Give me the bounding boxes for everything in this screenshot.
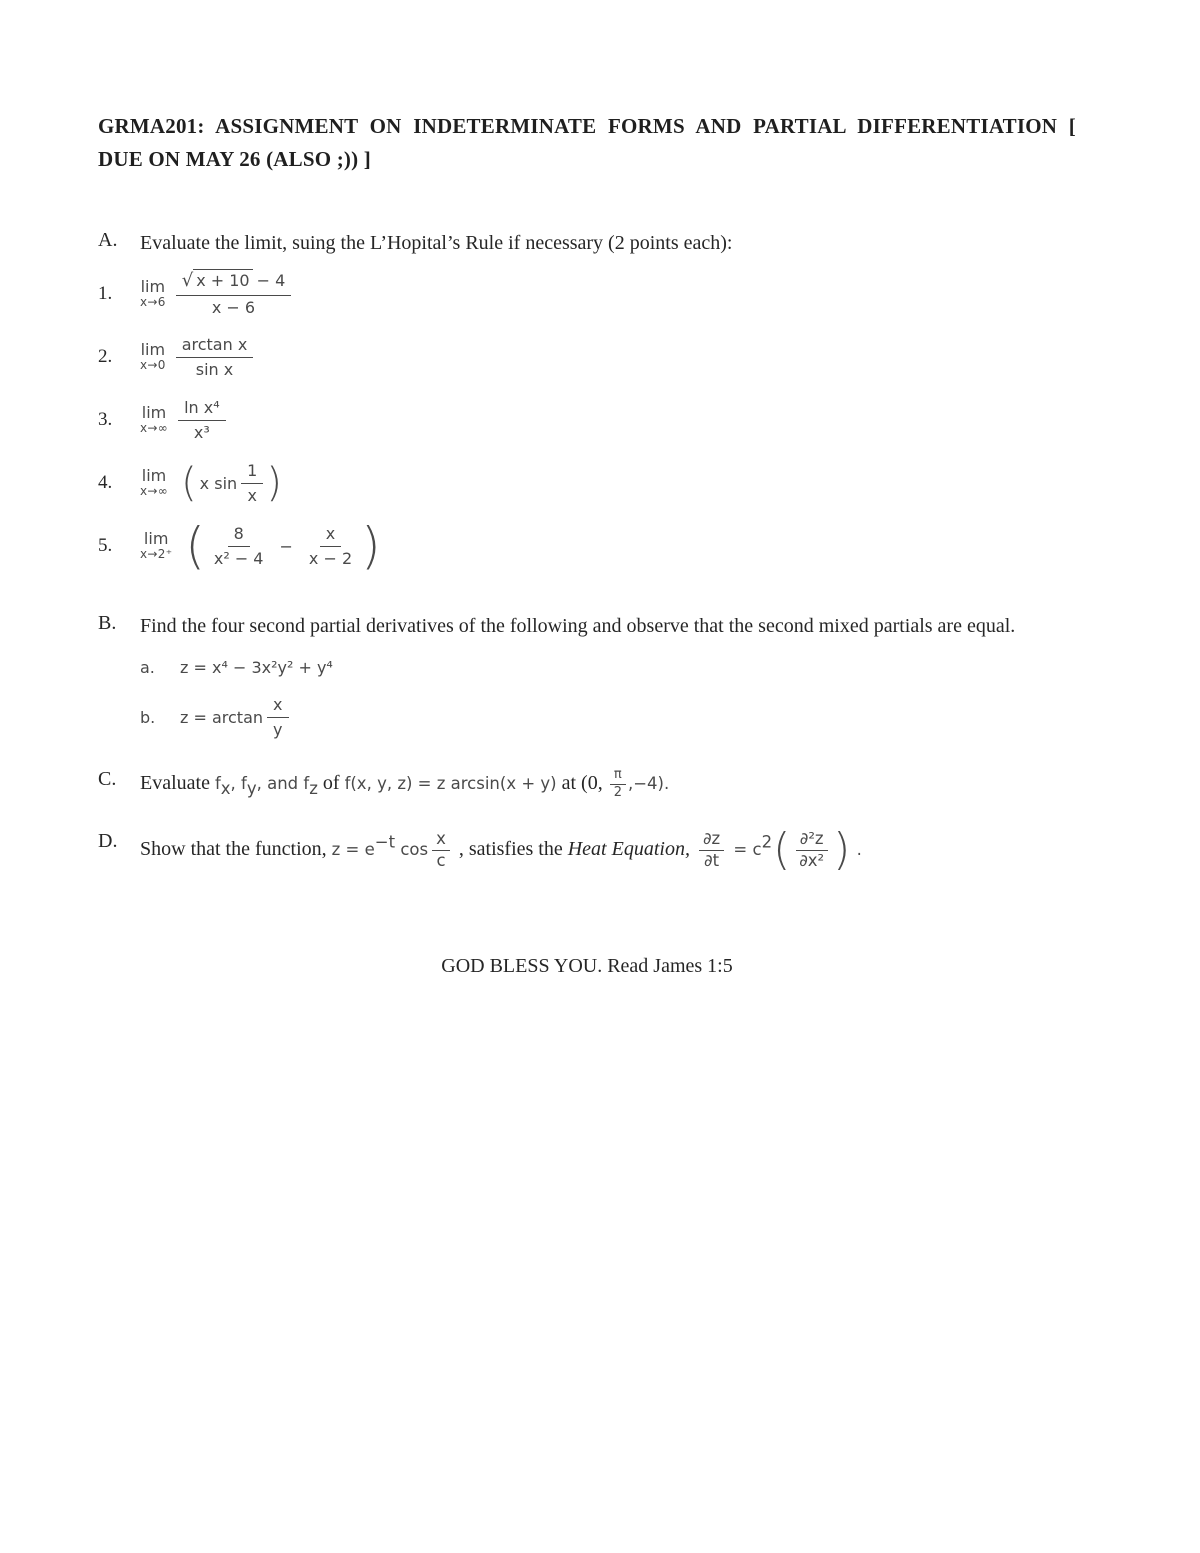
open-paren: ( <box>185 517 205 576</box>
lim-word: lim <box>141 466 167 485</box>
limit-operator <box>140 404 168 436</box>
limit-operator <box>140 467 168 499</box>
numerator-rest: − 4 <box>256 271 286 291</box>
fraction-numerator: arctan x <box>176 335 254 358</box>
lim-word: lim <box>140 340 166 359</box>
item-a-formula: z = x⁴ − 3x²y² + y⁴ <box>180 658 333 678</box>
problem-3-formula <box>140 398 226 443</box>
problem-4-formula <box>140 461 285 506</box>
at-point-open: at (0, <box>556 772 608 795</box>
x-over-c-fraction <box>432 830 450 871</box>
of-word: of <box>317 772 345 795</box>
show-function-words: Show that the function, <box>140 837 332 860</box>
arctan-term: z = arctan <box>180 708 264 728</box>
fraction-denominator: c <box>436 850 446 870</box>
d2z-dx2-fraction <box>795 830 828 871</box>
fraction-numerator: 1 <box>241 461 263 484</box>
radicand: x + 10 <box>193 269 252 290</box>
f-x-subscript: x <box>220 779 231 799</box>
section-a-label: A. <box>98 229 118 252</box>
fraction-numerator: x <box>267 695 288 718</box>
problem-3-number: 3. <box>98 409 113 431</box>
limit-problem-1 <box>98 268 1076 320</box>
function-definition: f(x, y, z) = z arcsin(x + y) <box>344 774 557 794</box>
item-a-label: a. <box>140 658 155 678</box>
section-c-label: C. <box>98 768 117 791</box>
equals-sign: = <box>728 839 753 859</box>
section-b <box>98 612 1076 640</box>
fraction-numerator: 8 <box>228 524 250 547</box>
and-word: , and <box>256 774 304 794</box>
c-squared-exponent: 2 <box>761 832 773 852</box>
fraction-denominator: x − 6 <box>211 297 256 317</box>
fraction <box>241 461 263 506</box>
f-y: f <box>241 774 247 794</box>
fraction-denominator: 2 <box>613 785 622 801</box>
fraction <box>176 270 292 318</box>
limit-operator <box>140 341 166 373</box>
pi-over-2-fraction <box>610 768 626 801</box>
section-d-text <box>140 824 1076 876</box>
lim-subscript: x→0 <box>140 358 166 373</box>
fraction-right <box>303 524 358 569</box>
fraction-denominator: x² − 4 <box>213 548 264 568</box>
fraction-denominator: ∂x² <box>799 850 825 870</box>
sqrt-icon: √ <box>181 270 194 292</box>
assignment-title: GRMA201: ASSIGNMENT ON INDETERMINATE FORMS AND PARTIAL DIFFERENTIATION [ DUE ON MAY 26 (ALSO ;)) ] <box>98 114 1076 171</box>
c-coefficient: c <box>752 839 762 859</box>
dz-dt-fraction <box>699 830 724 871</box>
evaluate-word: Evaluate <box>140 772 215 795</box>
fraction-numerator <box>176 270 292 296</box>
z-equals-e: z = e <box>331 839 375 859</box>
section-b-item-a <box>140 658 1076 677</box>
section-c-text <box>140 768 1076 802</box>
problem-5-number: 5. <box>98 535 113 557</box>
section-a-heading-text: Evaluate the limit, suing the L’Hopital’s Rule if necessary (2 points each): <box>140 232 733 255</box>
fraction-numerator: x <box>432 830 450 851</box>
lim-subscript: x→∞ <box>140 484 169 499</box>
exponent-minus-t: −t <box>374 832 396 852</box>
lim-word: lim <box>141 403 167 422</box>
limit-problem-5 <box>98 517 1076 576</box>
satisfies-words: , satisfies the <box>453 837 568 860</box>
lim-word: lim <box>140 277 166 296</box>
section-c <box>98 768 1076 802</box>
limit-problem-4 <box>98 457 1076 509</box>
section-b-item-b <box>140 695 1076 740</box>
f-z-subscript: z <box>309 779 318 799</box>
problem-2-formula <box>140 335 253 380</box>
f-z: f <box>303 774 310 794</box>
f-x: f <box>214 774 221 794</box>
fraction <box>176 335 254 380</box>
fraction-left <box>208 524 270 569</box>
comma: , <box>230 774 242 794</box>
cos-word: cos <box>395 839 429 859</box>
fraction-numerator: π <box>610 768 626 785</box>
limit-problem-3 <box>98 394 1076 446</box>
heat-equation-words: Heat Equation, <box>567 837 695 860</box>
fraction-denominator: x <box>247 485 257 505</box>
close-paren: ) <box>833 824 851 876</box>
minus-sign: − <box>279 536 293 556</box>
problem-1-formula <box>140 270 291 318</box>
fraction-denominator: x − 2 <box>308 548 353 568</box>
section-b-label: B. <box>98 612 117 635</box>
problem-5-formula <box>140 517 384 576</box>
fraction <box>178 398 226 443</box>
fraction-numerator: x <box>320 524 341 547</box>
f-y-subscript: y <box>246 779 257 799</box>
fraction-denominator: y <box>273 720 283 740</box>
section-b-heading-text: Find the four second partial derivatives of the following and observe that the second mixed partials are equal. <box>140 615 1016 638</box>
fraction <box>267 695 288 740</box>
item-b-label: b. <box>140 708 156 728</box>
fraction-numerator: ∂z <box>699 830 724 851</box>
problem-2-number: 2. <box>98 346 113 368</box>
limit-operator <box>140 278 166 310</box>
fraction-denominator: x³ <box>193 422 210 442</box>
problem-1-number: 1. <box>98 283 113 305</box>
point-close: ,−4). <box>627 774 670 794</box>
close-paren: ) <box>266 460 282 507</box>
fraction-denominator: sin x <box>195 359 234 379</box>
lim-subscript: x→6 <box>140 295 166 310</box>
x-sin-term: x sin <box>199 473 238 493</box>
lim-subscript: x→∞ <box>140 421 169 436</box>
open-paren: ( <box>773 824 791 876</box>
fraction-numerator: ln x⁴ <box>178 398 226 421</box>
end-period: . <box>851 839 862 859</box>
lim-subscript: x→2⁺ <box>140 547 173 562</box>
item-b-formula <box>180 695 289 740</box>
limit-problem-2 <box>98 331 1076 383</box>
fraction-denominator: ∂t <box>704 850 720 870</box>
footer-blessing: GOD BLESS YOU. Read James 1:5 <box>441 954 733 977</box>
close-paren: ) <box>361 517 381 576</box>
fraction-numerator: ∂²z <box>796 830 828 851</box>
open-paren: ( <box>181 460 197 507</box>
problem-4-number: 4. <box>98 472 113 494</box>
section-a <box>98 229 1076 257</box>
section-d <box>98 824 1076 876</box>
section-d-label: D. <box>98 829 118 852</box>
lim-word: lim <box>143 529 169 548</box>
limit-operator <box>140 530 172 562</box>
